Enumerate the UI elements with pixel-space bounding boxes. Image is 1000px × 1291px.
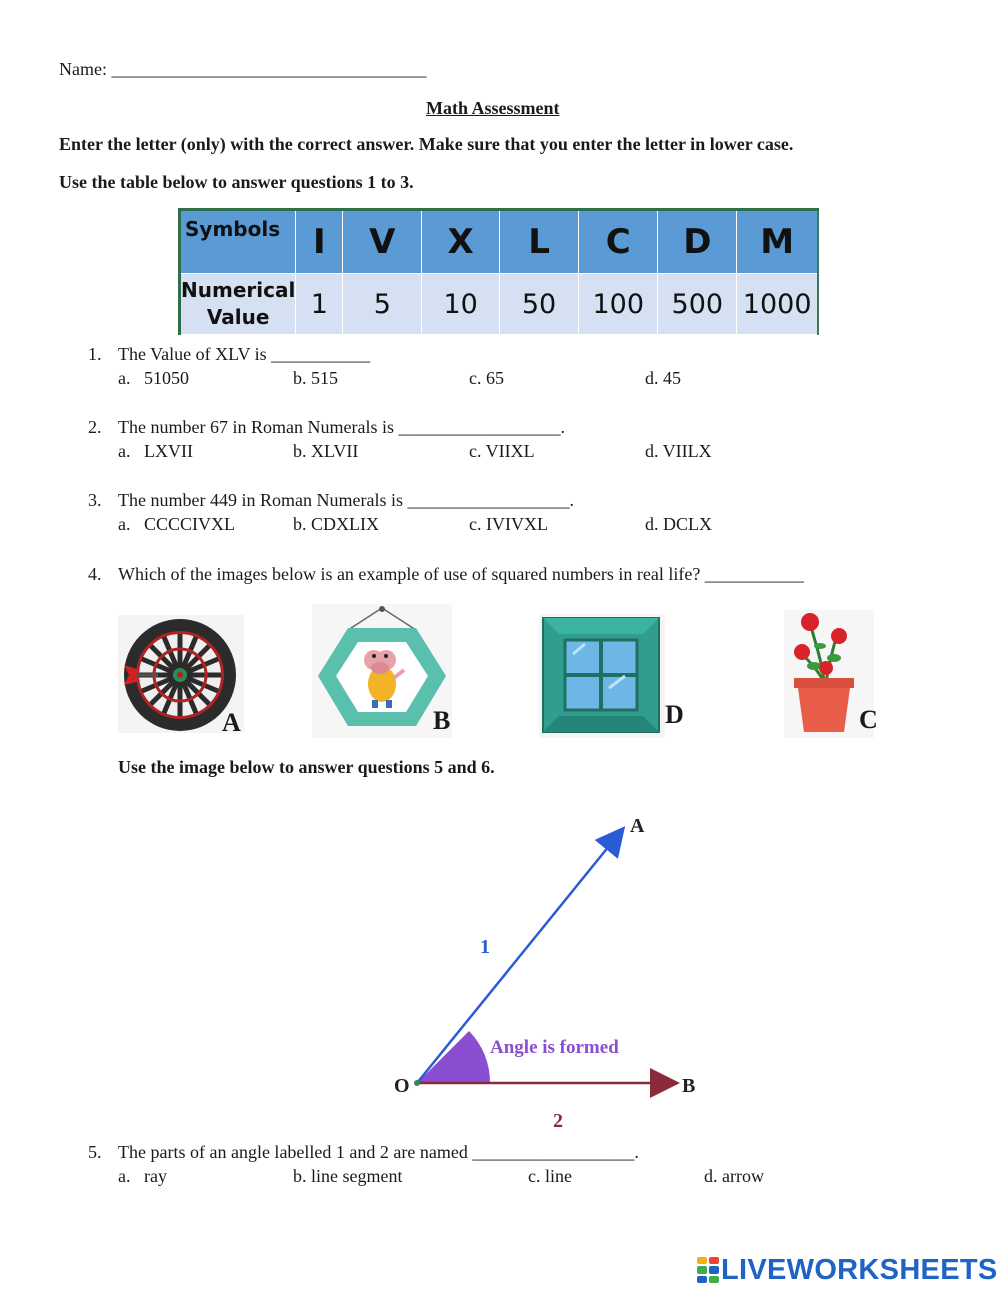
angle-diagram [380, 800, 720, 1140]
value-cell: 1 [296, 274, 343, 335]
image-label-a: A [222, 708, 241, 737]
q1-option-d[interactable]: d. 45 [645, 368, 681, 388]
point-a-label: A [630, 815, 645, 837]
symbol-cell: I [296, 210, 343, 274]
square-window-icon[interactable] [539, 614, 665, 738]
roman-numeral-table [178, 208, 819, 335]
question-number: 4. [88, 564, 102, 584]
question-number: 5. [88, 1142, 102, 1162]
q1-option-a[interactable]: a. 51050 [118, 368, 189, 388]
q5-option-b[interactable]: b. line segment [293, 1166, 403, 1186]
instruction-text: Enter the letter (only) with the correct answer. Make sure that you enter the letter in lower case. [59, 134, 794, 154]
numerical-value-header [180, 274, 296, 335]
page-title: Math Assessment [426, 98, 560, 118]
question-2-text: The number 67 in Roman Numerals is __________________. [118, 417, 565, 437]
value-cell: 1000 [737, 274, 818, 335]
table-instruction: Use the table below to answer questions 1 to 3. [59, 172, 414, 192]
image-label-d: D [665, 700, 684, 729]
angle-label: Angle is formed [490, 1037, 619, 1058]
symbol-cell: L [499, 210, 578, 274]
value-cell: 100 [579, 274, 658, 335]
q1-option-c[interactable]: c. 65 [469, 368, 504, 388]
symbol-cell: C [579, 210, 658, 274]
question-number: 2. [88, 417, 102, 437]
q2-option-b[interactable]: b. XLVII [293, 441, 359, 461]
question-1-text: The Value of XLV is ___________ [118, 344, 371, 364]
angle-instruction: Use the image below to answer questions 5 and 6. [118, 757, 495, 777]
value-cell: 500 [658, 274, 737, 335]
symbol-cell: V [343, 210, 422, 274]
symbol-cell: D [658, 210, 737, 274]
image-label-c: C [859, 705, 878, 734]
q5-option-d[interactable]: d. arrow [704, 1166, 764, 1186]
q1-option-b[interactable]: b. 515 [293, 368, 338, 388]
value-cell: 50 [499, 274, 578, 335]
question-number: 3. [88, 490, 102, 510]
q5-option-a[interactable]: a. ray [118, 1166, 167, 1186]
symbols-header: Symbols [180, 210, 296, 274]
question-4-text: Which of the images below is an example of use of squared numbers in real life? ___________ [118, 564, 804, 584]
question-3-text: The number 449 in Roman Numerals is __________________. [118, 490, 574, 510]
point-b-label: B [682, 1075, 696, 1097]
question-number: 1. [88, 344, 102, 364]
image-label-b: B [433, 706, 451, 735]
q3-option-d[interactable]: d. DCLX [645, 514, 712, 534]
q3-option-a[interactable]: a. CCCCIVXL [118, 514, 235, 534]
q3-option-c[interactable]: c. IVIVXL [469, 514, 548, 534]
symbol-cell: X [422, 210, 499, 274]
hexagon-frame-icon[interactable] [312, 604, 452, 738]
q2-option-a[interactable]: a. LXVII [118, 441, 193, 461]
point-o-label: O [394, 1075, 410, 1097]
vertex-point [414, 1080, 420, 1086]
q3-option-b[interactable]: b. CDXLIX [293, 514, 379, 534]
name-field[interactable]: Name: ___________________________________ [59, 59, 427, 79]
question-5-text: The parts of an angle labelled 1 and 2 are named __________________. [118, 1142, 639, 1162]
liveworksheets-logo[interactable] [697, 1255, 998, 1285]
ray-1-label: 1 [480, 936, 490, 958]
value-label: Value [206, 305, 270, 329]
q2-option-c[interactable]: c. VIIXL [469, 441, 535, 461]
numerical-label: Numerical [181, 278, 296, 302]
ray-2-label: 2 [553, 1110, 563, 1132]
value-cell: 5 [343, 274, 422, 335]
logo-grid-icon [697, 1257, 719, 1283]
symbol-cell: M [737, 210, 818, 274]
value-cell: 10 [422, 274, 499, 335]
q5-option-c[interactable]: c. line [528, 1166, 572, 1186]
q2-option-d[interactable]: d. VIILX [645, 441, 712, 461]
logo-text: LIVEWORKSHEETS [721, 1253, 998, 1286]
